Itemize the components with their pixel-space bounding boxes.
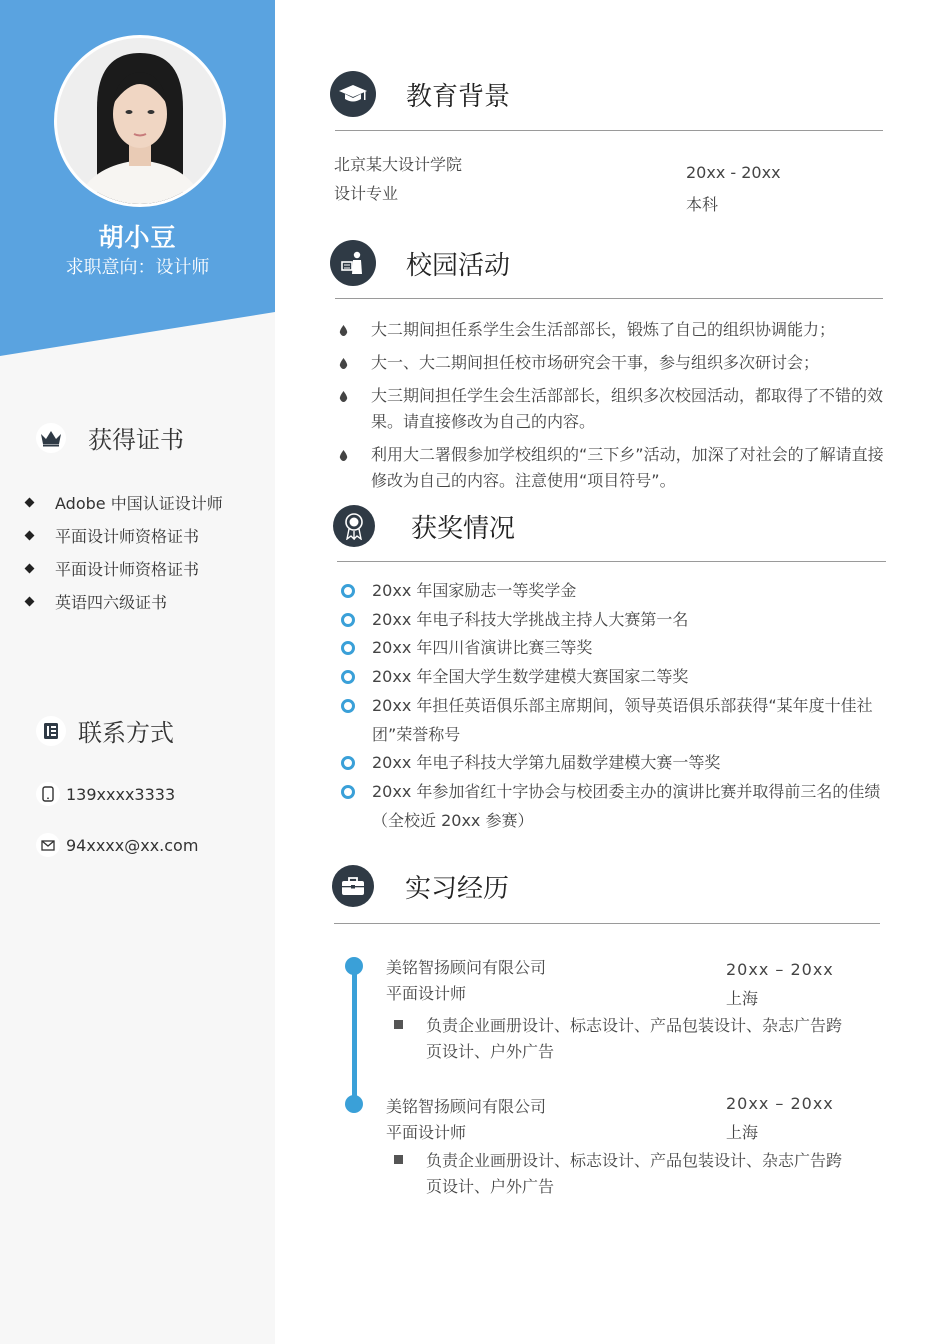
list-item: 平面设计师资格证书 (24, 519, 223, 552)
internship-period: 20xx – 20xx (726, 960, 834, 979)
job-intent: 求职意向：设计师 (65, 257, 210, 278)
drop-bullet-icon (339, 391, 348, 402)
major: 设计专业 (334, 184, 399, 203)
email-address[interactable]: 94xxxx@xx.com (66, 835, 199, 855)
address-book-icon (36, 716, 66, 746)
diamond-bullet-icon (25, 564, 35, 574)
list-item: 20xx 年四川省演讲比赛三等奖 (340, 634, 885, 663)
school-name: 北京某大设计学院 (334, 155, 463, 174)
internship-title: 实习经历 (405, 873, 510, 904)
mail-icon (36, 833, 60, 857)
briefcase-icon (332, 865, 374, 907)
divider (335, 130, 883, 131)
awards-header (333, 505, 515, 547)
ring-bullet-icon (341, 785, 355, 799)
list-item: 20xx 年参加省红十字协会与校团委主办的演讲比赛并取得前三名的佳绩（全校近 20xx 参赛） (340, 778, 885, 835)
medal-icon (333, 505, 375, 547)
profile-header (0, 0, 275, 360)
phone-icon (36, 782, 60, 806)
contact-phone (36, 782, 175, 806)
internship-city: 上海 (726, 1123, 759, 1142)
certificates-header (36, 420, 184, 455)
timeline-dot (345, 957, 363, 975)
drop-bullet-icon (339, 358, 348, 369)
campus-title: 校园活动 (406, 250, 511, 281)
list-item: 英语四六级证书 (24, 585, 223, 618)
contact-header (36, 713, 174, 748)
diamond-bullet-icon (25, 498, 35, 508)
phone-number[interactable]: 139xxxx3333 (66, 784, 176, 804)
ring-bullet-icon (341, 613, 355, 627)
list-item: 平面设计师资格证书 (24, 552, 223, 585)
job-role: 平面设计师 (386, 984, 467, 1003)
awards-title: 获奖情况 (411, 513, 516, 544)
ring-bullet-icon (341, 584, 355, 598)
list-item: 20xx 年国家励志一等奖学金 (340, 577, 885, 606)
education-title: 教育背景 (406, 81, 511, 112)
list-item: 大三期间担任学生会生活部部长，组织多次校园活动，都取得了不错的效果。请直接修改为自己的内容。 (337, 383, 885, 435)
list-item: 大二期间担任系学生会生活部部长，锻炼了自己的组织协调能力； (337, 317, 885, 343)
internship-period: 20xx – 20xx (726, 1094, 834, 1113)
contact-email (36, 833, 198, 857)
avatar (54, 35, 226, 207)
list-item: 大一、大二期间担任校市场研究会干事，参与组织多次研讨会； (337, 350, 885, 376)
divider (335, 298, 883, 299)
drop-bullet-icon (339, 325, 348, 336)
award-list (340, 577, 885, 835)
education-header (330, 71, 510, 117)
ring-bullet-icon (341, 641, 355, 655)
sidebar (0, 0, 275, 1344)
campus-activity-list (337, 317, 885, 501)
campus-header (330, 240, 510, 286)
job-description: 负责企业画册设计、标志设计、产品包装设计、杂志广告跨页设计、户外广告 (426, 1151, 843, 1196)
timeline-dot (345, 1095, 363, 1113)
internship-header (332, 865, 509, 907)
certificates-title: 获得证书 (88, 426, 184, 454)
list-item: 20xx 年电子科技大学第九届数学建模大赛一等奖 (340, 749, 885, 778)
list-item: 20xx 年担任英语俱乐部主席期间，领导英语俱乐部获得“某年度十佳社团”荣誉称号 (340, 692, 885, 749)
presenter-icon (330, 240, 376, 286)
company-name: 美铭智扬顾问有限公司 (386, 1097, 547, 1116)
list-item: 利用大二署假参加学校组织的“三下乡”活动，加深了对社会的了解请直接修改为自己的内容。注意使用“项目符号”。 (337, 442, 885, 494)
graduation-cap-icon (330, 71, 376, 117)
ring-bullet-icon (341, 670, 355, 684)
square-bullet-icon (394, 1155, 403, 1164)
company-name: 美铭智扬顾问有限公司 (386, 958, 547, 977)
list-item: 20xx 年电子科技大学挑战主持人大赛第一名 (340, 606, 885, 635)
ring-bullet-icon (341, 699, 355, 713)
drop-bullet-icon (339, 450, 348, 461)
certificate-list (24, 486, 223, 618)
job-role: 平面设计师 (386, 1123, 467, 1142)
divider (337, 561, 886, 562)
internship-city: 上海 (726, 989, 759, 1008)
timeline-bar (352, 966, 357, 1104)
list-item: 20xx 年全国大学生数学建模大赛国家二等奖 (340, 663, 885, 692)
candidate-name: 胡小豆 (98, 223, 177, 252)
contact-title: 联系方式 (78, 719, 174, 747)
diamond-bullet-icon (25, 531, 35, 541)
square-bullet-icon (394, 1020, 403, 1029)
ring-bullet-icon (341, 756, 355, 770)
job-description: 负责企业画册设计、标志设计、产品包装设计、杂志广告跨页设计、户外广告 (426, 1016, 843, 1061)
crown-icon (36, 423, 66, 453)
diamond-bullet-icon (25, 597, 35, 607)
degree: 本科 (686, 195, 719, 214)
list-item: Adobe 中国认证设计师 (24, 486, 223, 519)
divider (334, 923, 880, 924)
education-period: 20xx - 20xx (686, 163, 781, 182)
